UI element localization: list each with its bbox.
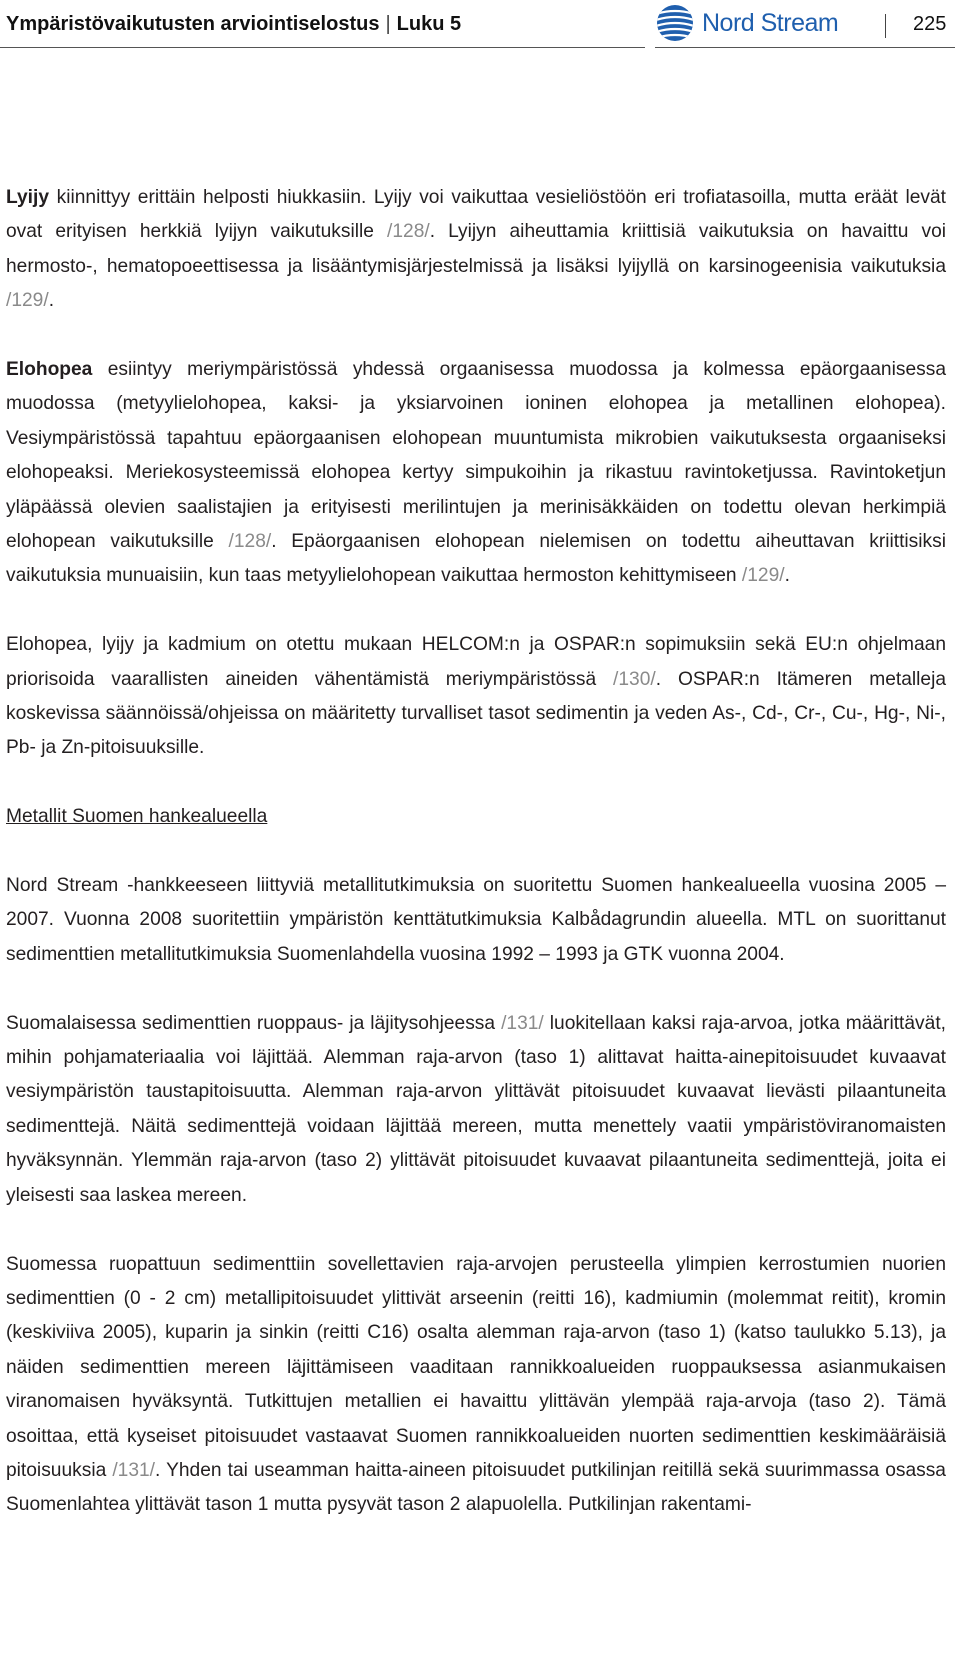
paragraph-text: esiintyy meriympäristössä yhdessä orgaanisessa muodossa ja kolmessa epäorgaanisessa muodossa (metyylielohopea, kaksi- ja yksiarvoinen ioninen elohopea ja metallinen elohopea). Vesiympäristössä tapahtuu epäorgaanisen elohopean muuntumista mikrobien vaikutuksesta orgaaniseksi elohopeaksi. Meriekosysteemissä elohopea kertyy simpukoihin ja rikastuu ravintoketjussa. Ravintoketjun yläpäässä olevien saalistajien ja erityisesti merilintujen ja merinisäkkäiden on todettu olevan herkimpiä elohopean vaikutuksille xyxy=(6,359,946,553)
document-title: Ympäristövaikutusten arviointiselostus xyxy=(6,13,380,35)
paragraph-text: luokitellaan kaksi raja-arvoa, jotka määrittävät, mihin pohjamateriaalia voi läjittää. Alemman raja-arvon (taso 1) alittavat haitta-ainepitoisuudet kuvaavat vesiympäristön taustapitoisuutta. Alemman raja-arvon ylittävät pitoisuudet kuvaavat lievästi pilaantuneita sedimenttejä. Näitä sedimenttejä voidaan läjittää mereen, mutta menettely vaatii ympäristöviranomaisten hyväksynnän. Ylemmän raja-arvon (taso 2) ylittävät pitoisuudet kuvaavat pilaantuneita sedimenttejä, joita ei yleisesti saa laskea mereen. xyxy=(6,1012,946,1206)
reference: /129/ xyxy=(6,290,49,312)
paragraph-text: Elohopea, lyijy ja kadmium on otettu mukaan HELCOM:n ja OSPAR:n sopimuksiin sekä EU:n ohjelmaan priorisoida vaarallisten aineiden vähentämistä meriympäristössä xyxy=(6,634,946,690)
paragraph-results xyxy=(6,1248,946,1523)
page-number: 225 xyxy=(913,13,947,35)
paragraph-text: kiinnittyy erittäin helposti hiukkasiin. Lyijy voi vaikuttaa vesieliöstöön eri trofiatasoilla, mutta eräät levät ovat erityisen herkkiä lyijyn vaikutuksille xyxy=(6,187,946,243)
paragraph-text: . Epäorgaanisen elohopean nielemisen on todettu aiheuttavan kriittisiksi vaikutuksia munuaisiin, kun taas metyylielohopean vaikuttaa hermoston kehittymiseen xyxy=(6,531,946,587)
paragraph-mercury xyxy=(6,353,946,594)
reference: /130/ xyxy=(613,668,656,690)
nord-stream-globe-icon xyxy=(656,4,694,42)
term-lyijy: Lyijy xyxy=(6,187,50,208)
term-elohopea: Elohopea xyxy=(6,359,93,381)
paragraph-limit-values xyxy=(6,1007,946,1213)
paragraph-helcom-ospar xyxy=(6,628,946,766)
brand-name: Nord Stream xyxy=(702,8,839,37)
paragraph-text: Suomessa ruopattuun sedimenttiin sovellettavien raja-arvojen perusteella ylimpien kerrostumien nuorien sedimenttien (0 - 2 cm) metallipitoisuudet ylittivät arseenin (reitti 16), kadmiumin (molemmat reitit), kromin (keskiviiva 2005), kuparin ja sinkin (reitti C16) osalta alemman raja-arvon (taso 1) (katso taulukko 5.13), ja näiden sedimenttien mereen läjittämiseen vaaditaan rannikkoalueiden ruoppauksessa asianmukaisen viranomaisen hyväksyntä. Tutkittujen metallien ei havaittu ylittävän ylempää raja-arvoja (taso 2). Tämä osoittaa, että kyseiset pitoisuudet vastaavat Suomen rannikkoalueiden nuorten sedimenttien keskimääräisiä pitoisuuksia xyxy=(6,1253,946,1481)
reference: /131/ xyxy=(501,1012,544,1034)
page-header xyxy=(0,0,960,52)
nord-stream-logo xyxy=(656,4,838,42)
header-rule-left xyxy=(0,47,645,48)
paragraph-text: . xyxy=(784,565,790,587)
paragraph-text: . xyxy=(48,290,55,312)
paragraph-lead xyxy=(6,181,946,319)
paragraph-text: Suomalaisessa sedimenttien ruoppaus- ja läjitysohjeessa xyxy=(6,1012,502,1034)
body-text xyxy=(6,181,946,1557)
reference: /129/ xyxy=(741,565,785,587)
title-separator: | xyxy=(385,13,391,35)
running-title xyxy=(6,13,461,36)
paragraph-text: . Lyijyn aiheuttamia kriittisiä vaikutuksia on havaittu voi hermosto-, hematopoeettisessa ja lisääntymisjärjestelmissä ja lisäksi lyijyllä on karsinogeenisia vaikutuksia xyxy=(6,221,947,277)
reference: /131/ xyxy=(112,1459,156,1481)
paragraph-text: . Yhden tai useamman haitta-aineen pitoisuudet putkilinjan reitillä sekä suurimmassa osassa Suomenlahtea ylittävät tason 1 mutta pysyvät tason 2 alapuolella. Putkilinjan rakentami- xyxy=(6,1459,946,1516)
page-number-separator xyxy=(885,14,886,38)
paragraph-metal-studies xyxy=(6,869,946,972)
paragraph-text: Nord Stream -hankkeeseen liittyviä metallitutkimuksia on suoritettu Suomen hankealueella vuosina 2005 – 2007. Vuonna 2008 suoritettiin ympäristön kenttätutkimuksia Kalbådagrundin alueella. MTL on suorittanut sedimenttien metallitutkimuksia Suomenlahdella vuosina 1992 – 1993 ja GTK vuonna 2004. xyxy=(6,875,946,965)
reference: /128/ xyxy=(228,531,272,553)
chapter-label: Luku 5 xyxy=(396,13,462,35)
paragraph-text: . OSPAR:n Itämeren metalleja koskevissa säännöissä/ohjeissa on määritetty turvalliset tasot sedimentin ja veden As-, Cd-, Cr-, Cu-, Hg-, Ni-, Pb- ja Zn-pitoisuuksille. xyxy=(6,668,946,759)
header-rule-right xyxy=(655,47,955,48)
section-heading: Metallit Suomen hankealueella xyxy=(6,806,268,828)
reference: /128/ xyxy=(387,221,430,243)
